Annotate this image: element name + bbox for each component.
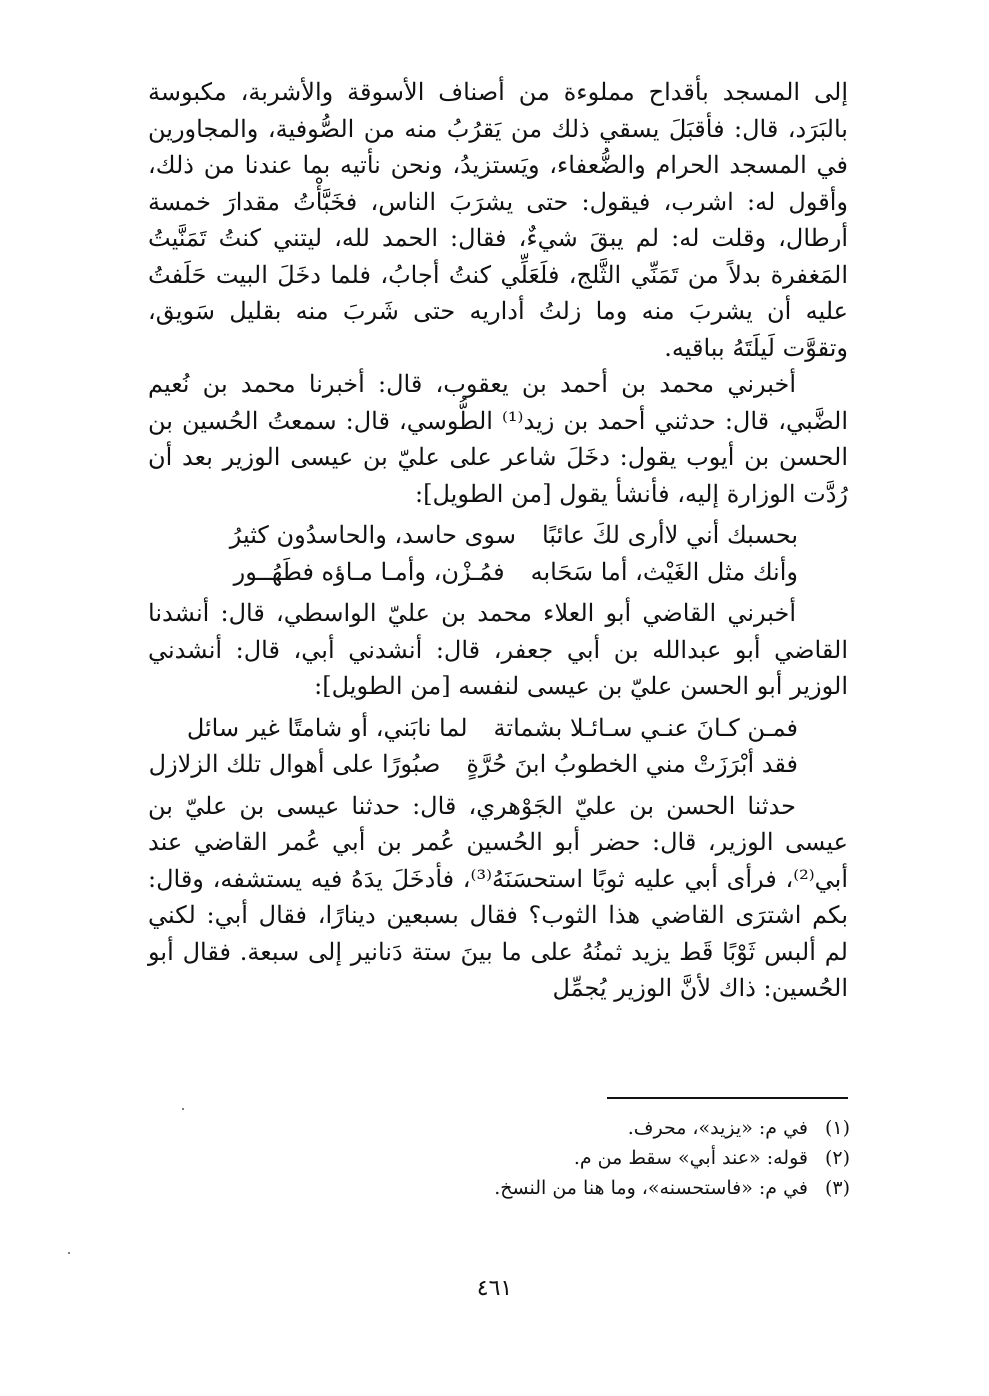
poem-2	[148, 710, 848, 783]
footnote-number: (٢)	[824, 1147, 850, 1169]
footnote-3	[400, 1173, 850, 1203]
hemistich: لما نابَني، أو شامتًا غير سائل	[186, 713, 468, 742]
footnote-text: في م: «يزيد»، محرف.	[627, 1117, 808, 1139]
paragraph-3: أخبرني القاضي أبو العلاء محمد بن عليّ الواسطي، قال: أنشدنا القاضي أبو عبدالله بن أبي جعفر، قال: أنشدني أبي، قال: أنشدني الوزير أبو الحسن عليّ بن عيسى لنفسه [من الطويل]:	[148, 599, 848, 700]
paragraph-4: حدثنا الحسن بن عليّ الجَوْهري، قال: حدثنا عيسى بن عليّ بن عيسى الوزير، قال: حضر أبو الحُسين عُمر بن أبي عُمر القاضي عند أبي⁽²⁾، فرأى أبي عليه ثوبًا استحسَنَهُ⁽³⁾، فأدخَلَ يدَهُ فيه يستشفه، وقال: بكم اشترَى القاضي هذا الثوب؟ فقال بسبعين دينارًا، فقال أبي: لكني لم ألبس ثَوْبًا قَط يزيد ثمنُهُ على ما بينَ ستة دَنانير إلى سبعة. فقال أبو الحُسين: ذاك لأنَّ الوزير يُجمِّل	[148, 791, 848, 1002]
footnote-text: قوله: «عند أبي» سقط من م.	[573, 1147, 808, 1169]
hemistich: فقد أبْرَزَتْ مني الخطوبُ ابنَ حُرَّةٍ	[466, 750, 798, 778]
footnote-text: في م: «فاستحسنه»، وما هنا من النسخ.	[494, 1177, 808, 1199]
footnote-1	[400, 1113, 850, 1143]
main-text	[148, 74, 848, 1007]
hemistich: سوى حاسد، والحاسدُون كثيرُ	[229, 521, 516, 549]
hemistich: فمُـزْن، وأمـا مـاؤه فطَهُــور	[233, 557, 505, 586]
poem-2-verse-2	[148, 746, 798, 783]
footnote-number: (٣)	[824, 1177, 850, 1199]
paragraph-2: أخبرني محمد بن أحمد بن يعقوب، قال: أخبرنا محمد بن نُعيم الضَّبي، قال: حدثني أحمد بن زيد⁽¹⁾ الطُّوسي، قال: سمعتُ الحُسين بن الحسن بن أيوب يقول: دخَلَ شاعر على عليّ بن عيسى الوزير بعد أن رُدَّت الوزارة إليه، فأنشأ يقول [من الطويل]:	[148, 370, 848, 508]
footnotes	[400, 1113, 850, 1203]
paragraph-1: إلى المسجد بأقداح مملوءة من أصناف الأسوقة والأشربة، مكبوسة بالبَرَد، قال: فأقبَلَ يسقي ذلك من يَقرُبُ منه من الصُّوفية، والمجاورين في المسجد الحرام والضُّعفاء، ويَستزيدُ، ونحن نأتيه بما عندنا من ذلك، وأقول له: اشرب، فيقول: حتى يشرَبَ الناس، فخَبَّأْتُ مقدارَ خمسة أرطال، وقلت له: لم يبقَ شيءٌ، فقال: الحمد لله، ليتني كنتُ تَمَنَّيتُ المَغفرة بدلاً من تَمَنِّي الثَّلج، فلَعَلِّي كنتُ أجابُ، فلما دخَلَ البيت حَلَفتُ عليه أن يشربَ منه وما زلتُ أداريه حتى شَربَ منه بقليل سَويق، وتقوَّت لَيلَتَهُ بباقيه.	[148, 78, 848, 362]
poem-1-verse-2	[148, 554, 798, 591]
poem-1-verse-1	[148, 517, 798, 554]
hemistich: فمـن كـانَ عنـي سـائـلا بشماتة	[493, 713, 798, 742]
page-number: ٤٦١	[476, 1276, 513, 1301]
poem-1	[148, 517, 848, 590]
scan-speck	[68, 1252, 70, 1254]
hemistich: وأنك مثل الغَيْث، أما سَحَابه	[530, 557, 798, 586]
scan-speck	[182, 1108, 184, 1110]
poem-2-verse-1	[148, 710, 798, 747]
footnote-number: (١)	[824, 1117, 850, 1139]
footnote-divider	[607, 1097, 848, 1099]
hemistich: صبُورًا على أهوال تلك الزلازل	[148, 750, 441, 778]
hemistich: بحسبك أني لاأرى لكَ عائبًا	[541, 521, 798, 549]
footnote-2	[400, 1143, 850, 1173]
